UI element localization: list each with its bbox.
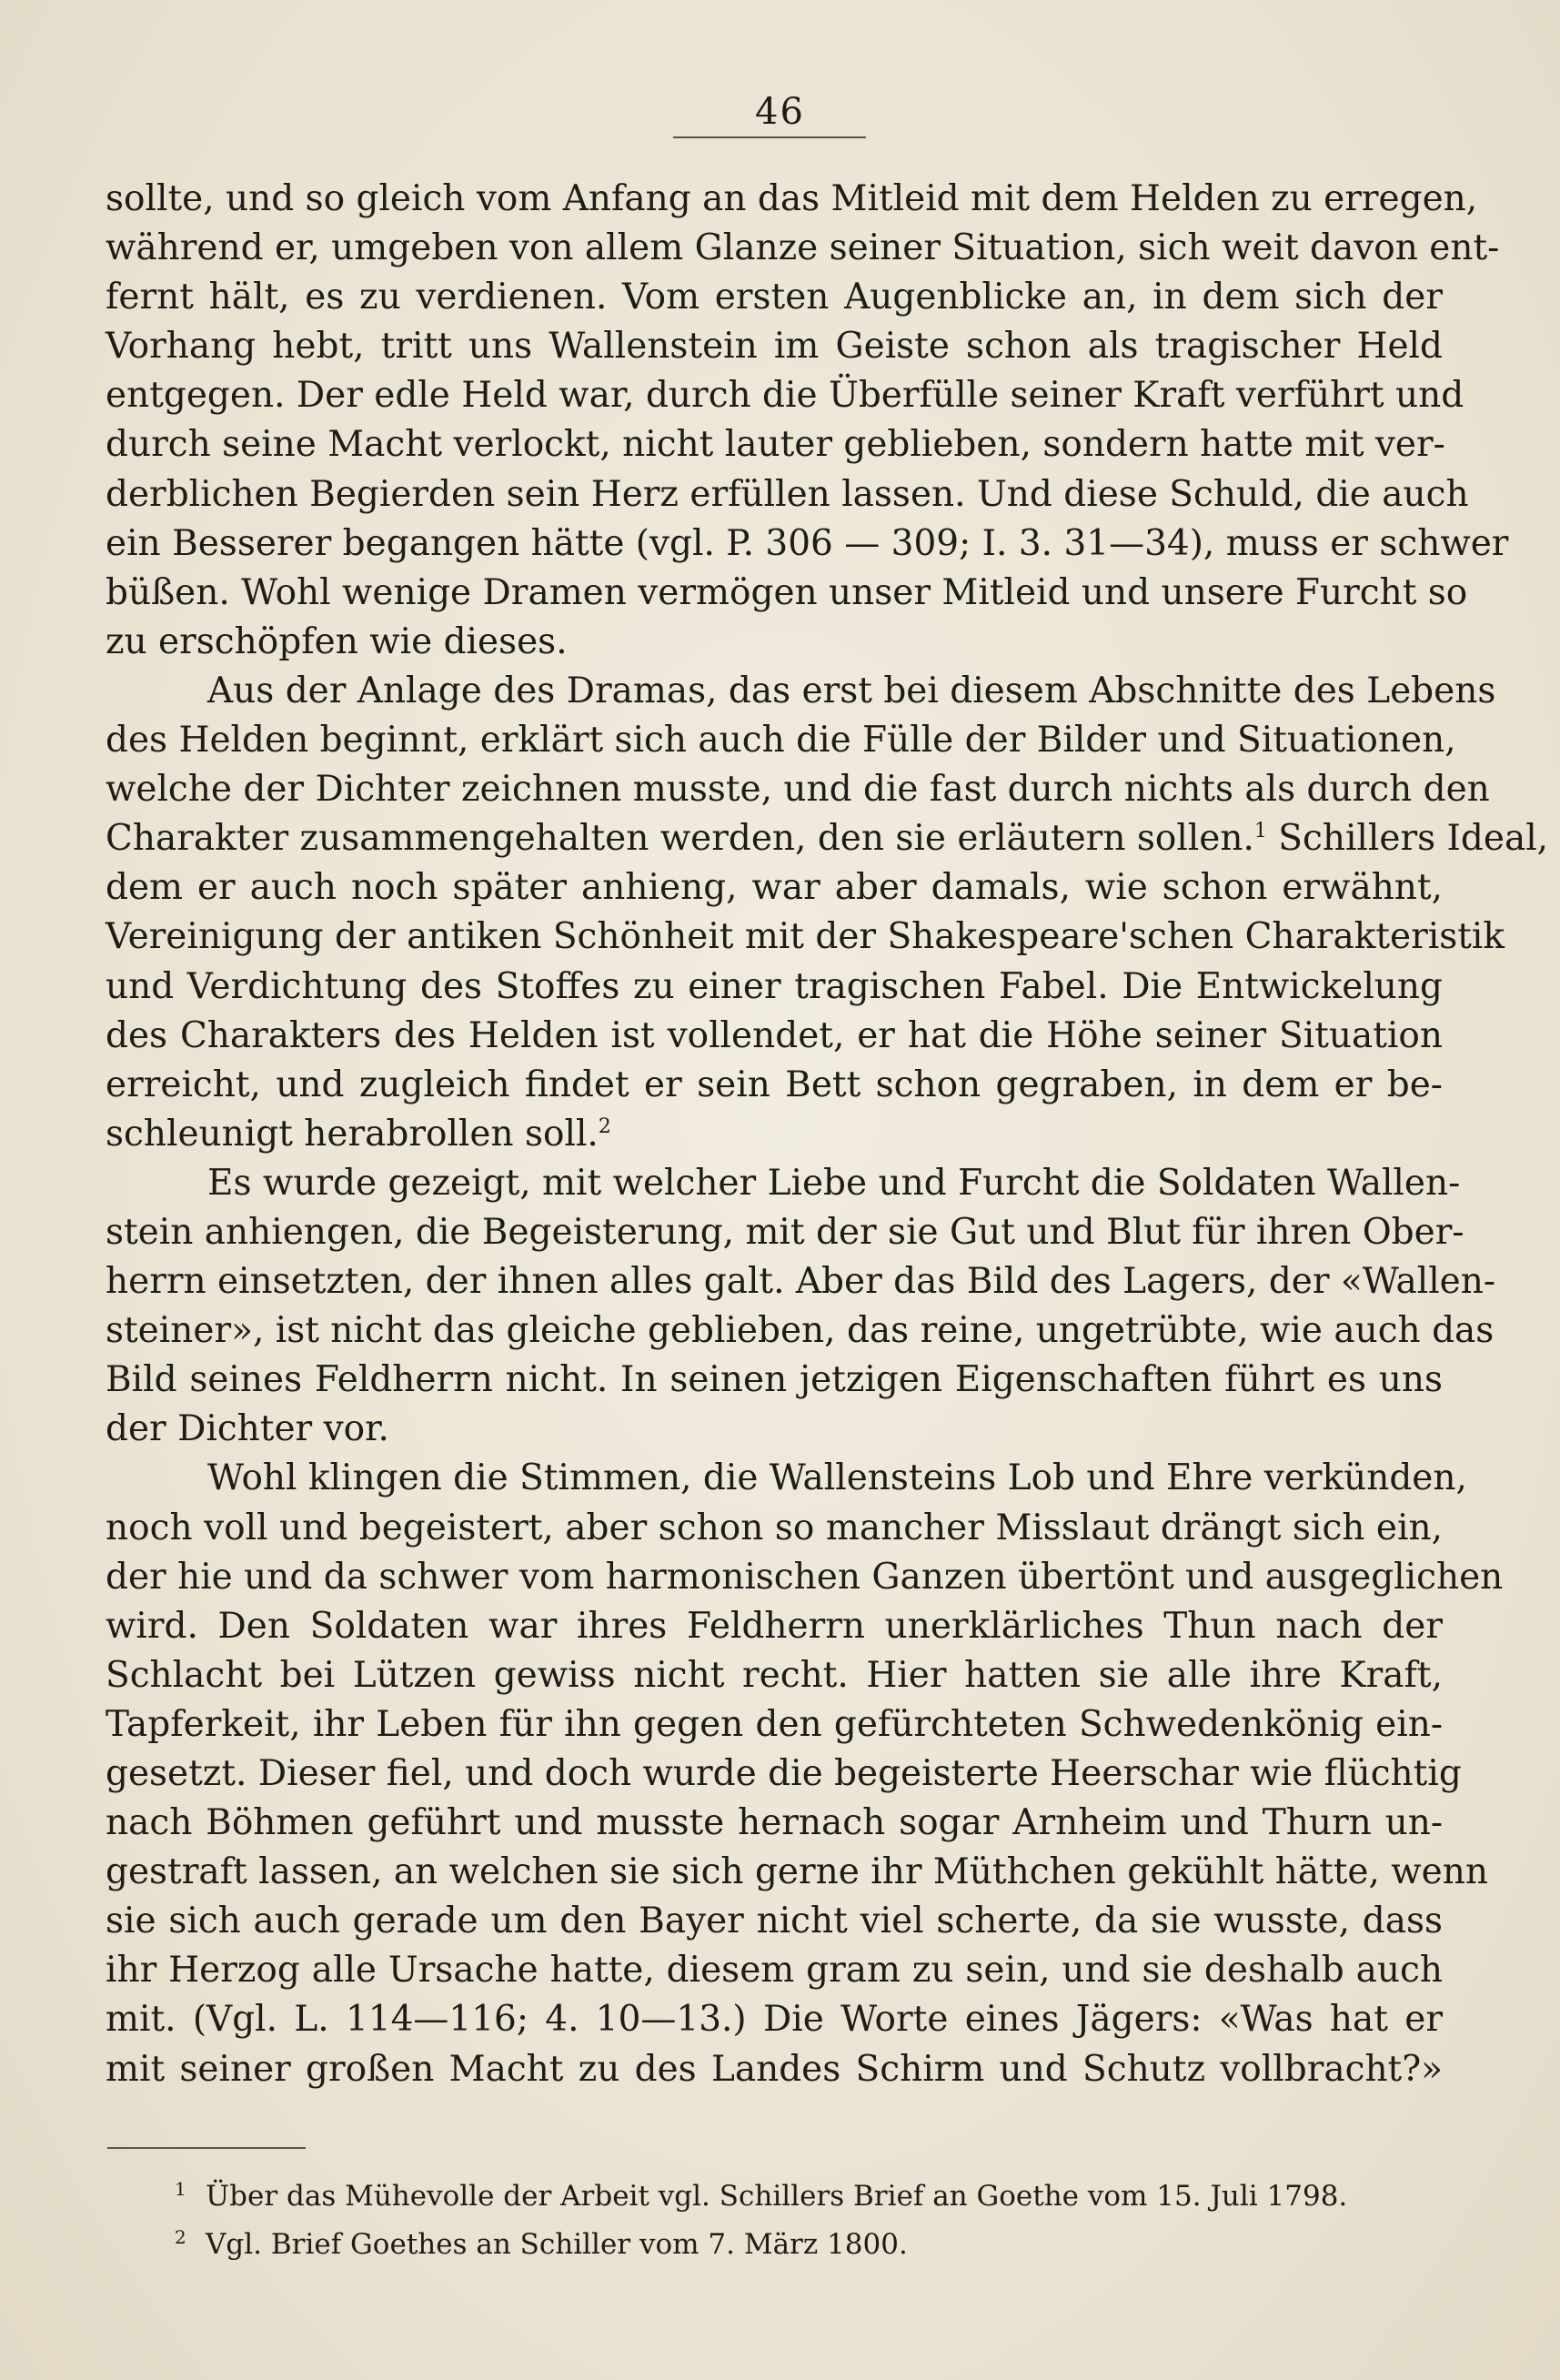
footnote-1: [175, 2173, 1461, 2221]
text-line: mit seiner großen Macht zu des Landes Schirm und Schutz vollbracht?»: [106, 2048, 1443, 2090]
paragraph-4: [106, 1454, 1504, 2093]
text-line: und Verdichtung des Stoffes zu einer tragischen Fabel. Die Entwickelung: [106, 965, 1443, 1007]
text-line: wird. Den Soldaten war ihres Feldherrn unerklärliches Thun nach der: [106, 1605, 1443, 1647]
footnote-text: Über das Mühevolle der Arbeit vgl. Schillers Brief an Goethe vom 15. Juli 1798.: [206, 2180, 1348, 2213]
text-line: stein anhiengen, die Begeisterung, mit der sie Gut und Blut für ihren Ober-: [106, 1211, 1464, 1253]
footnote-mark: 1: [175, 2178, 186, 2200]
footnote-ref-2[interactable]: 2: [598, 1114, 611, 1138]
text-line-with-footnote: [106, 814, 1549, 863]
text-line: Bild seines Feldherrn nicht. In seinen jetzigen Eigenschaften führt es uns: [106, 1359, 1443, 1401]
text-line: sollte, und so gleich vom Anfang an das Mitleid mit dem Helden zu erregen,: [106, 178, 1478, 219]
text-line: mit. (Vgl. L. 114—116; 4. 10—13.) Die Worte eines Jägers: «Was hat er: [106, 1999, 1443, 2041]
text-line: ihr Herzog alle Ursache hatte, diesem gram zu sein, und sie deshalb auch: [106, 1950, 1443, 1992]
text-line: gesetzt. Dieser fiel, und doch wurde die begeisterte Heerschar wie flüchtig: [106, 1753, 1462, 1794]
text-line: des Charakters des Helden ist vollendet, er hat die Höhe seiner Situation: [106, 1014, 1443, 1056]
text-line: gestraft lassen, an welchen sie sich gerne ihr Müthchen gekühlt hätte, wenn: [106, 1851, 1488, 1893]
body-text: [106, 175, 1549, 2094]
footnote-mark: 2: [175, 2226, 186, 2248]
text-line: Wohl klingen die Stimmen, die Wallensteins Lob und Ehre verkünden,: [207, 1457, 1467, 1499]
text-line: sie sich auch gerade um den Bayer nicht viel scherte, da sie wusste, dass: [106, 1901, 1443, 1942]
text-line: Schlacht bei Lützen gewiss nicht recht. Hier hatten sie alle ihre Kraft,: [106, 1654, 1443, 1696]
text-line: der hie und da schwer vom harmonischen Ganzen übertönt und ausgeglichen: [106, 1556, 1504, 1598]
text-line: steiner», ist nicht das gleiche geblieben, das reine, ungetrübte, wie auch das: [106, 1310, 1495, 1352]
text-line: nach Böhmen geführt und musste hernach sogar Arnheim und Thurn un-: [106, 1802, 1443, 1844]
text-line: herrn einsetzten, der ihnen alles galt. Aber das Bild des Lagers, der «Wallen-: [106, 1261, 1496, 1303]
text-segment: schleunigt herabrollen soll.: [106, 1113, 599, 1155]
text-line: durch seine Macht verlockt, nicht lauter geblieben, sondern hatte mit ver-: [106, 424, 1445, 466]
text-line: dem er auch noch später anhieng, war aber damals, wie schon erwähnt,: [106, 867, 1443, 909]
text-line: Vereinigung der antiken Schönheit mit der Shakespeare'schen Charakteristik: [106, 916, 1505, 958]
paragraph-3: [106, 1159, 1496, 1455]
text-line: erreicht, und zugleich findet er sein Bett schon gegraben, in dem er be-: [106, 1064, 1443, 1105]
text-segment: Charakter zusammengehalten werden, den sie erläutern sollen.: [106, 818, 1254, 860]
text-line: Aus der Anlage des Dramas, das erst bei diesem Abschnitte des Lebens: [207, 670, 1496, 711]
header-rule: [673, 136, 866, 138]
footnotes: [175, 2173, 1461, 2269]
text-line: derblichen Begierden sein Herz erfüllen lassen. Und diese Schuld, die auch: [106, 473, 1469, 515]
footnote-rule: [107, 2147, 306, 2149]
page-number: 46: [755, 91, 805, 133]
footnote-2: [175, 2221, 1461, 2269]
text-line: welche der Dichter zeichnen musste, und die fast durch nichts als durch den: [106, 769, 1490, 811]
text-line: noch voll und begeistert, aber schon so mancher Misslaut drängt sich ein,: [106, 1507, 1443, 1548]
text-line: Tapferkeit, ihr Leben für ihn gegen den gefürchteten Schwedenkönig ein-: [106, 1703, 1443, 1745]
footnote-text: Vgl. Brief Goethes an Schiller vom 7. März 1800.: [206, 2228, 908, 2261]
text-line-with-footnote: [106, 1110, 1443, 1159]
text-line: fernt hält, es zu verdienen. Vom ersten Augenblicke an, in dem sich der: [106, 277, 1443, 318]
footnote-ref-1[interactable]: 1: [1253, 820, 1267, 843]
text-line: während er, umgeben von allem Glanze seiner Situation, sich weit davon ent-: [106, 227, 1500, 269]
text-line: des Helden beginnt, erklärt sich auch die Fülle der Bilder und Situationen,: [106, 720, 1456, 761]
text-line: Es wurde gezeigt, mit welcher Liebe und Furcht die Soldaten Wallen-: [207, 1162, 1461, 1204]
text-segment: Schillers Ideal,: [1266, 818, 1549, 860]
text-line: entgegen. Der edle Held war, durch die Überfülle seiner Kraft verführt und: [106, 375, 1464, 417]
text-line: zu erschöpfen wie dieses.: [106, 620, 568, 662]
paragraph-1: [106, 175, 1509, 667]
text-line: Vorhang hebt, tritt uns Wallenstein im Geiste schon als tragischer Held: [106, 326, 1443, 368]
text-line: ein Besserer begangen hätte (vgl. P. 306 — 309; I. 3. 31—34), muss er schwer: [106, 522, 1509, 564]
paragraph-2: [106, 667, 1549, 1159]
text-line: der Dichter vor.: [106, 1408, 389, 1450]
text-line: büßen. Wohl wenige Dramen vermögen unser Mitleid und unsere Furcht so: [106, 571, 1468, 613]
